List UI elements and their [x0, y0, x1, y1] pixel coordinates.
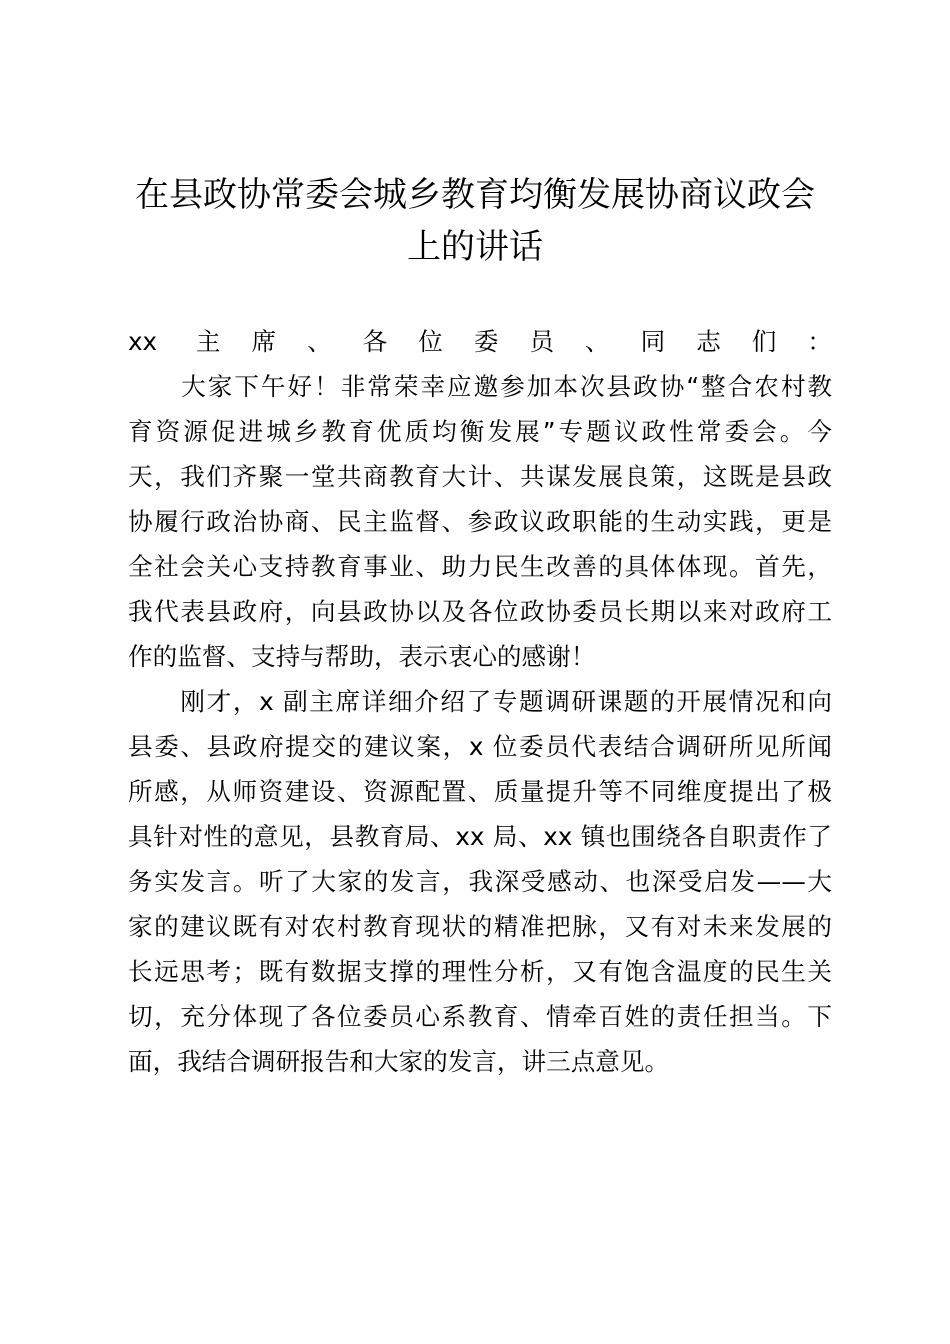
paragraph-line: 具针对性的意见，县教育局、xx 局、xx 镇也围绕各自职责作了: [128, 822, 832, 851]
document-title-line-2: 上的讲话: [407, 227, 543, 267]
paragraph-line: 刚才，x 副主席详细介绍了专题调研课题的开展情况和向: [128, 687, 832, 716]
paragraph-line: 育资源促进城乡教育优质均衡发展”专题议政性常委会。今: [128, 417, 832, 446]
paragraph-line: 大家下午好！非常荣幸应邀参加本次县政协“整合农村教: [128, 372, 832, 401]
paragraph-line: 切，充分体现了各位委员心系教育、情牵百姓的责任担当。下: [128, 1002, 832, 1031]
paragraph-line: 作的监督、支持与帮助，表示衷心的感谢！: [128, 642, 596, 671]
paragraph-line: 我代表县政府，向县政协以及各位政协委员长期以来对政府工: [128, 597, 832, 626]
paragraph-line: 长远思考；既有数据支撑的理性分析，又有饱含温度的民生关: [128, 957, 832, 986]
paragraph-line: 所感，从师资建设、资源配置、质量提升等不同维度提出了极: [128, 777, 832, 806]
paragraph-line: 全社会关心支持教育事业、助力民生改善的具体体现。首先，: [128, 552, 832, 581]
paragraph-line: 协履行政治协商、民主监督、参政议政职能的生动实践，更是: [128, 507, 832, 536]
document-title-line-1: 在县政协常委会城乡教育均衡发展协商议政会: [135, 175, 815, 215]
paragraph-line: 面，我结合调研报告和大家的发言，讲三点意见。: [128, 1047, 670, 1076]
paragraph-line: 县委、县政府提交的建议案，x 位委员代表结合调研所见所闻: [128, 732, 832, 761]
paragraph-line: 天，我们齐聚一堂共商教育大计、共谋发展良策，这既是县政: [128, 462, 832, 491]
paragraph-line: 务实发言。听了大家的发言，我深受感动、也深受启发——大: [128, 867, 832, 896]
salutation: xx 主席、各位委员、同志们：: [128, 327, 832, 356]
paragraph-line: 家的建议既有对农村教育现状的精准把脉，又有对未来发展的: [128, 912, 832, 941]
